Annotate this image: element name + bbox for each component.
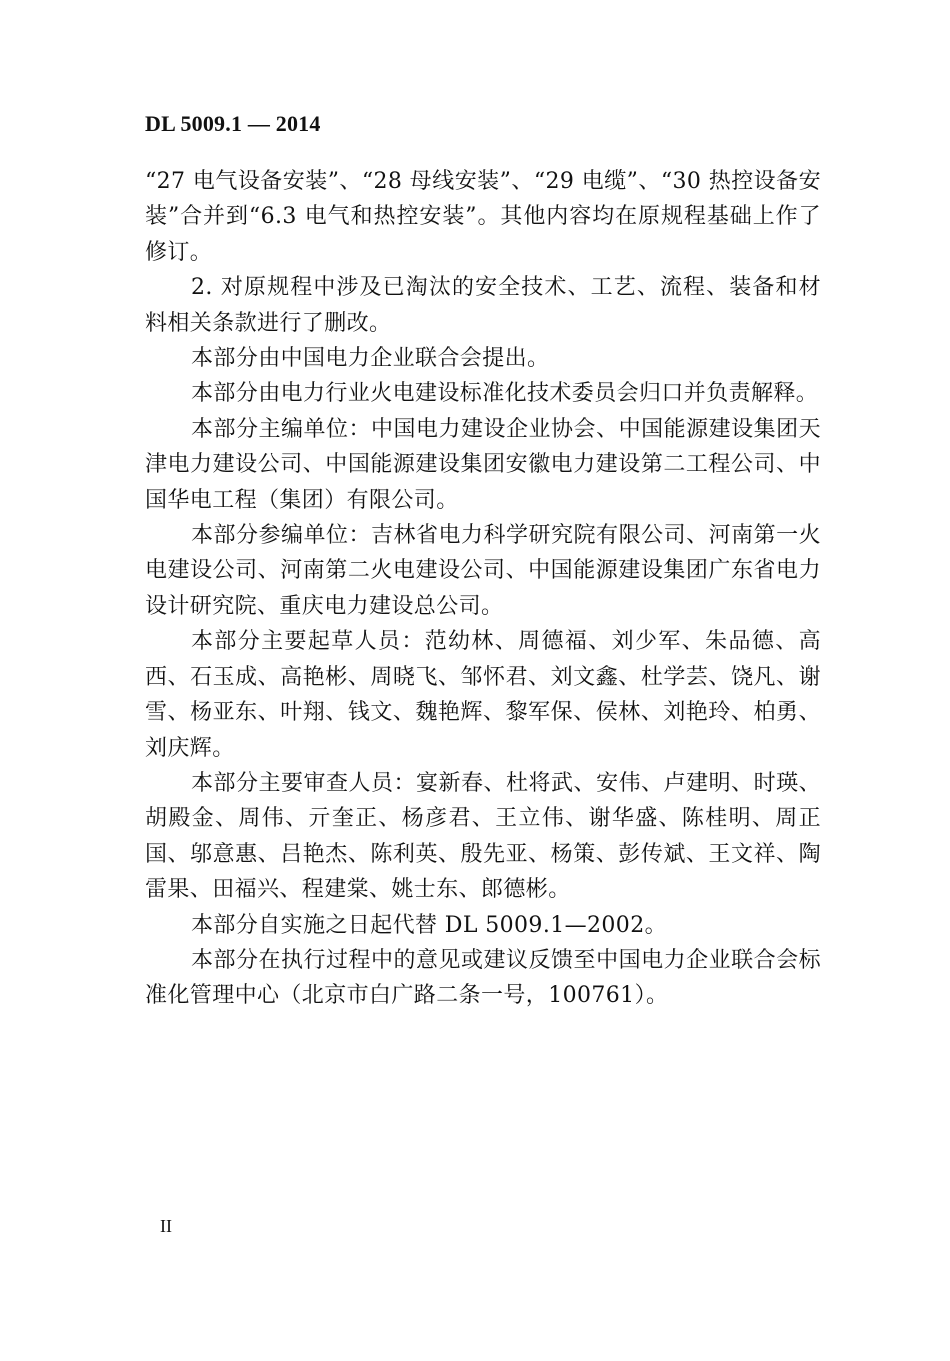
paragraph-chief-editors: 本部分主编单位：中国电力建设企业协会、中国能源建设集团天津电力建设公司、中国能源建设集团安徽电力建设第二工程公司、中国华电工程（集团）有限公司。 — [145, 416, 821, 513]
document-body — [145, 164, 821, 1014]
paragraph-main-drafters: 本部分主要起草人员：范幼林、周德福、刘少军、朱品德、高西、石玉成、高艳彬、周晓飞、邹怀君、刘文鑫、杜学芸、饶凡、谢雪、杨亚东、叶翔、钱文、魏艳辉、黎军保、侯林、刘艳玲、柏勇、刘庆辉。 — [145, 629, 821, 761]
paragraph-supersedes: 本部分自实施之日起代替 DL 5009.1—2002。 — [191, 912, 668, 938]
paragraph-participating-editors: 本部分参编单位：吉林省电力科学研究院有限公司、河南第一火电建设公司、河南第二火电建设公司、中国能源建设集团广东省电力设计研究院、重庆电力建设总公司。 — [145, 523, 821, 619]
paragraph-proposer: 本部分由中国电力企业联合会提出。 — [191, 346, 550, 372]
paragraph-responsible-committee: 本部分由电力行业火电建设标准化技术委员会归口并负责解释。 — [191, 381, 819, 407]
page-number: II — [160, 1216, 172, 1236]
document-code-header: DL 5009.1 — 2014 — [145, 111, 321, 136]
paragraph-main-reviewers: 本部分主要审查人员：宴新春、杜将武、安伟、卢建明、时瑛、胡殿金、周伟、亓奎正、杨彦君、王立伟、谢华盛、陈桂明、周正国、邬意惠、吕艳杰、陈利英、殷先亚、杨策、彭传斌、王文祥、陶雷果、田福兴、程建棠、姚士东、郎德彬。 — [145, 770, 821, 903]
paragraph-item-2-deletions: 2. 对原规程中涉及已淘汰的安全技术、工艺、流程、装备和材料相关条款进行了删改。 — [145, 275, 821, 336]
paragraph-merged-sections: “27 电气设备安装”、“28 母线安装”、“29 电缆”、“30 热控设备安装”合并到“6.3 电气和热控安装”。其他内容均在原规程基础上作了修订。 — [145, 169, 821, 265]
paragraph-feedback: 本部分在执行过程中的意见或建议反馈至中国电力企业联合会标准化管理中心（北京市白广路二条一号，100761）。 — [145, 947, 821, 1009]
